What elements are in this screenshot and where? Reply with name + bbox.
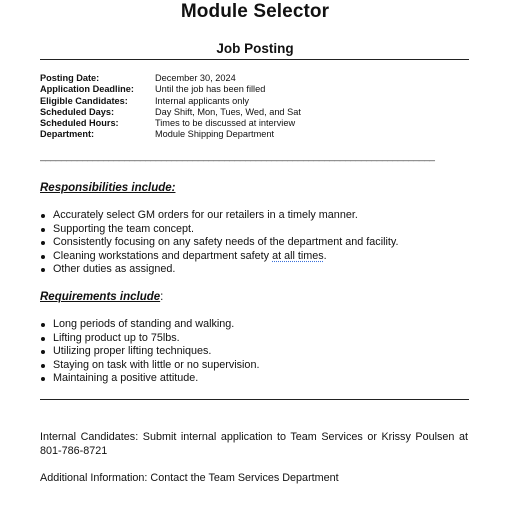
bullet-icon: [41, 228, 45, 232]
list-item-text: Long periods of standing and walking.: [53, 318, 235, 330]
list-item: [40, 209, 399, 223]
detail-value: Internal applicants only: [155, 95, 249, 106]
detail-row: [40, 129, 301, 140]
list-item-text: Lifting product up to 75lbs.: [53, 331, 180, 344]
document-subtitle: Job Posting: [216, 41, 294, 56]
list-item-text: Utilizing proper lifting techniques.: [53, 345, 212, 358]
detail-label: Scheduled Days:: [40, 106, 115, 117]
bullet-icon: [41, 323, 45, 327]
detail-label: Scheduled Hours:: [40, 118, 119, 129]
separator-line: ___________________________________________________________________________: [40, 151, 435, 162]
list-item-text: Consistently focusing on any safety needs of the department and facility.: [53, 236, 399, 249]
detail-label: Department:: [40, 129, 95, 140]
list-item: [40, 372, 259, 386]
detail-row: [40, 107, 301, 118]
bottom-rule: [40, 399, 469, 400]
list-item: [40, 318, 259, 332]
list-item-text-prefix: Cleaning workstations and department safety: [53, 249, 273, 262]
posting-details: [40, 73, 301, 141]
bullet-icon: [41, 268, 45, 272]
list-item-text: Other duties as assigned.: [53, 263, 176, 276]
detail-row: [40, 84, 301, 95]
grammar-flagged-text: at all times: [272, 249, 324, 262]
requirements-heading: [40, 291, 163, 303]
detail-value: Day Shift, Mon, Tues, Wed, and Sat: [155, 106, 301, 117]
detail-label: Eligible Candidates:: [40, 95, 128, 106]
list-item: [40, 332, 259, 346]
list-item-text-suffix: .: [323, 249, 327, 262]
list-item: [40, 250, 399, 264]
responsibilities-heading: [40, 182, 175, 194]
detail-row: [40, 118, 301, 129]
detail-value: Times to be discussed at interview: [155, 118, 296, 129]
additional-information: Additional Information: Contact the Team Services Department: [40, 472, 339, 484]
detail-row: [40, 73, 301, 84]
top-rule: [40, 59, 469, 60]
detail-value: December 30, 2024: [155, 73, 236, 83]
list-item: [40, 359, 259, 373]
list-item: [40, 223, 399, 237]
detail-value: Module Shipping Department: [155, 129, 274, 140]
requirements-list: [40, 318, 259, 386]
bullet-icon: [41, 241, 45, 245]
responsibilities-heading-text: Responsibilities include:: [40, 182, 176, 194]
bullet-icon: [41, 255, 45, 259]
list-item: [40, 236, 399, 250]
detail-row: [40, 96, 301, 107]
responsibilities-list: [40, 209, 399, 277]
detail-label: Posting Date:: [40, 73, 100, 83]
list-item-text: Supporting the team concept.: [53, 222, 195, 235]
list-item: [40, 263, 399, 277]
requirements-heading-text: Requirements include: [40, 291, 161, 303]
bullet-icon: [41, 214, 45, 218]
detail-label: Application Deadline:: [40, 84, 134, 95]
list-item-text: Maintaining a positive attitude.: [53, 372, 199, 385]
bullet-icon: [41, 350, 45, 354]
list-item: [40, 345, 259, 359]
internal-candidates-note: Internal Candidates: Submit internal application to Team Services or Krissy Poulsen at 801-786-8721: [40, 431, 468, 457]
list-item-text: Accurately select GM orders for our retailers in a timely manner.: [53, 209, 358, 221]
document-title: Module Selector: [180, 1, 330, 22]
bullet-icon: [41, 377, 45, 381]
list-item-text: Staying on task with little or no supervision.: [53, 358, 260, 371]
bullet-icon: [41, 337, 45, 341]
bullet-icon: [41, 364, 45, 368]
detail-value: Until the job has been filled: [155, 84, 266, 95]
requirements-heading-colon: :: [160, 291, 164, 303]
